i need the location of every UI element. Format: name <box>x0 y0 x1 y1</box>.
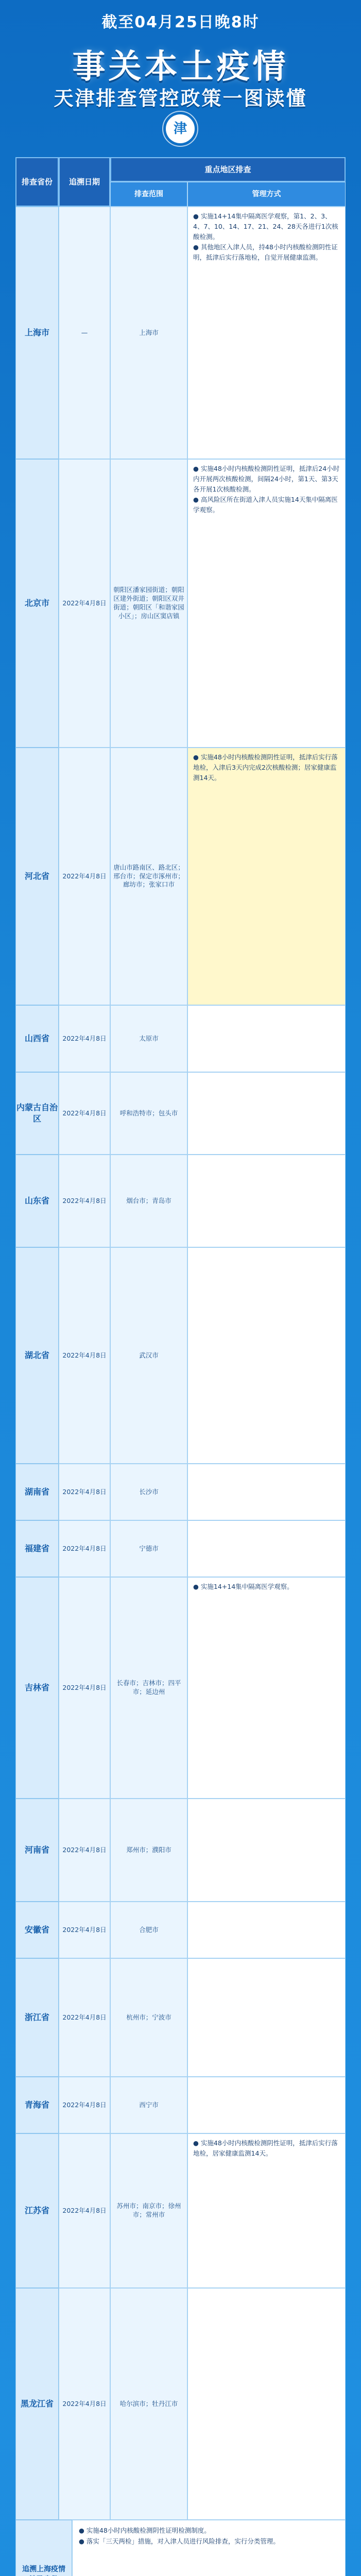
mgmt-cell <box>187 1247 346 1464</box>
mgmt-cell <box>187 1520 346 1577</box>
page-subtitle: 天津排查管控政策一图读懂 <box>54 87 307 110</box>
area-cell: 郑州市；濮阳市 <box>110 1799 187 1902</box>
date-banner: 截至04月25日晚8时 <box>101 13 260 31</box>
mgmt-cell: ● 实施48小时内核酸检测阴性证明，抵津后24小时内开展两次核酸检测，间隔24小时，第1天、第3天各开展1次核酸检测。 ● 高风险区所在街道入津人员实施14天集中隔离医学观察。 <box>187 459 346 748</box>
mgmt-cell <box>187 1799 346 1902</box>
province-cell: 河南省 <box>15 1799 59 1902</box>
area-cell: 合肥市 <box>110 1902 187 1958</box>
province-cell: 江苏省 <box>15 2133 59 2288</box>
date-cell: 2022年4月8日 <box>59 2288 110 2520</box>
mgmt-cell <box>187 2077 346 2133</box>
mgmt-cell: ● 实施14+14集中隔离医学观察。 <box>187 1577 346 1799</box>
date-cell: 2022年4月8日 <box>59 1577 110 1799</box>
header-scope: 排查范围 <box>110 182 187 207</box>
date-cell: 2022年4月8日 <box>59 2133 110 2288</box>
date-cell: 2022年4月8日 <box>59 1799 110 1902</box>
mgmt-cell <box>187 1902 346 1958</box>
province-cell: 黑龙江省 <box>15 2288 59 2520</box>
tianjin-logo-icon: 津 <box>166 114 195 143</box>
area-cell: 呼和浩特市；包头市 <box>110 1072 187 1155</box>
mgmt-cell <box>187 1005 346 1072</box>
date-cell: 2022年4月8日 <box>59 1902 110 1958</box>
header <box>0 0 361 155</box>
mgmt-cell: ● 实施48小时内核酸检测阴性证明，抵津后实行落地检，居家健康监测14天。 <box>187 2133 346 2288</box>
date-cell: 2022年4月8日 <box>59 1958 110 2077</box>
page-title: 事关本土疫情 <box>72 48 289 86</box>
area-cell: 长沙市 <box>110 1464 187 1520</box>
area-cell: 太原市 <box>110 1005 187 1072</box>
date-cell: 2022年4月8日 <box>59 1247 110 1464</box>
province-cell: 内蒙古自治区 <box>15 1072 59 1155</box>
date-cell: 2022年4月8日 <box>59 1464 110 1520</box>
header-mgmt: 管理方式 <box>187 182 346 207</box>
province-cell: 河北省 <box>15 748 59 1005</box>
province-cell: 安徽省 <box>15 1902 59 1958</box>
province-cell: 吉林省 <box>15 1577 59 1799</box>
province-cell: 上海市 <box>15 207 59 459</box>
province-cell: 湖北省 <box>15 1247 59 1464</box>
date-cell: 2022年4月8日 <box>59 1005 110 1072</box>
area-cell: 烟台市；青岛市 <box>110 1155 187 1247</box>
mgmt-cell <box>187 1958 346 2077</box>
mgmt-cell <box>187 1155 346 1247</box>
province-cell: 山东省 <box>15 1155 59 1247</box>
header-date: 追溯日期 <box>59 157 110 207</box>
mgmt-cell <box>187 1072 346 1155</box>
area-cell: 武汉市 <box>110 1247 187 1464</box>
date-cell: 2022年4月8日 <box>59 748 110 1005</box>
bottom-label: 追溯上海疫情 <box>15 2520 72 2576</box>
area-cell: 上海市 <box>110 207 187 459</box>
header-key-group: 重点地区排查 <box>110 157 346 182</box>
date-cell: — <box>59 207 110 459</box>
mgmt-cell: ● 实施14+14集中隔离医学观察，第1、2、3、4、7、10、14、17、21、24、28天各进行1次核酸检测。 ● 其他地区入津人员，持48小时内核酸检测阴性证明，抵津后实行落地检，自觉开展健康监测。 <box>187 207 346 459</box>
area-cell: 哈尔滨市；牡丹江市 <box>110 2288 187 2520</box>
mgmt-cell <box>187 1464 346 1520</box>
bottom-text: ● 实施48小时内核酸检测阴性证明检测制度。 ● 落实「三天两检」措施，对入津人员进行风险排查，实行分类管理。 <box>72 2520 346 2576</box>
area-cell: 杭州市；宁波市 <box>110 1958 187 2077</box>
date-cell: 2022年4月8日 <box>59 459 110 748</box>
area-cell: 宁德市 <box>110 1520 187 1577</box>
date-cell: 2022年4月8日 <box>59 1072 110 1155</box>
mgmt-cell: ● 实施48小时内核酸检测阴性证明，抵津后实行落地检，入津后3天内完成2次核酸检测；居家健康监测14天。 <box>187 748 346 1005</box>
province-cell: 北京市 <box>15 459 59 748</box>
date-cell: 2022年4月8日 <box>59 1520 110 1577</box>
province-cell: 湖南省 <box>15 1464 59 1520</box>
date-cell: 2022年4月8日 <box>59 2077 110 2133</box>
area-cell: 西宁市 <box>110 2077 187 2133</box>
header-province: 排查省份 <box>15 157 59 207</box>
area-cell: 朝阳区潘家园街道；朝阳区建外街道；朝阳区双井街道；朝阳区「和谐家园小区」；房山区窦店镇 <box>110 459 187 748</box>
province-cell: 山西省 <box>15 1005 59 1072</box>
province-cell: 福建省 <box>15 1520 59 1577</box>
mgmt-cell <box>187 2288 346 2520</box>
date-cell: 2022年4月8日 <box>59 1155 110 1247</box>
area-cell: 苏州市；南京市；徐州市；常州市 <box>110 2133 187 2288</box>
area-cell: 唐山市路南区、路北区；邢台市；保定市涿州市；廊坊市；张家口市 <box>110 748 187 1005</box>
area-cell: 长春市；吉林市；四平市；延边州 <box>110 1577 187 1799</box>
province-cell: 浙江省 <box>15 1958 59 2077</box>
province-cell: 青海省 <box>15 2077 59 2133</box>
